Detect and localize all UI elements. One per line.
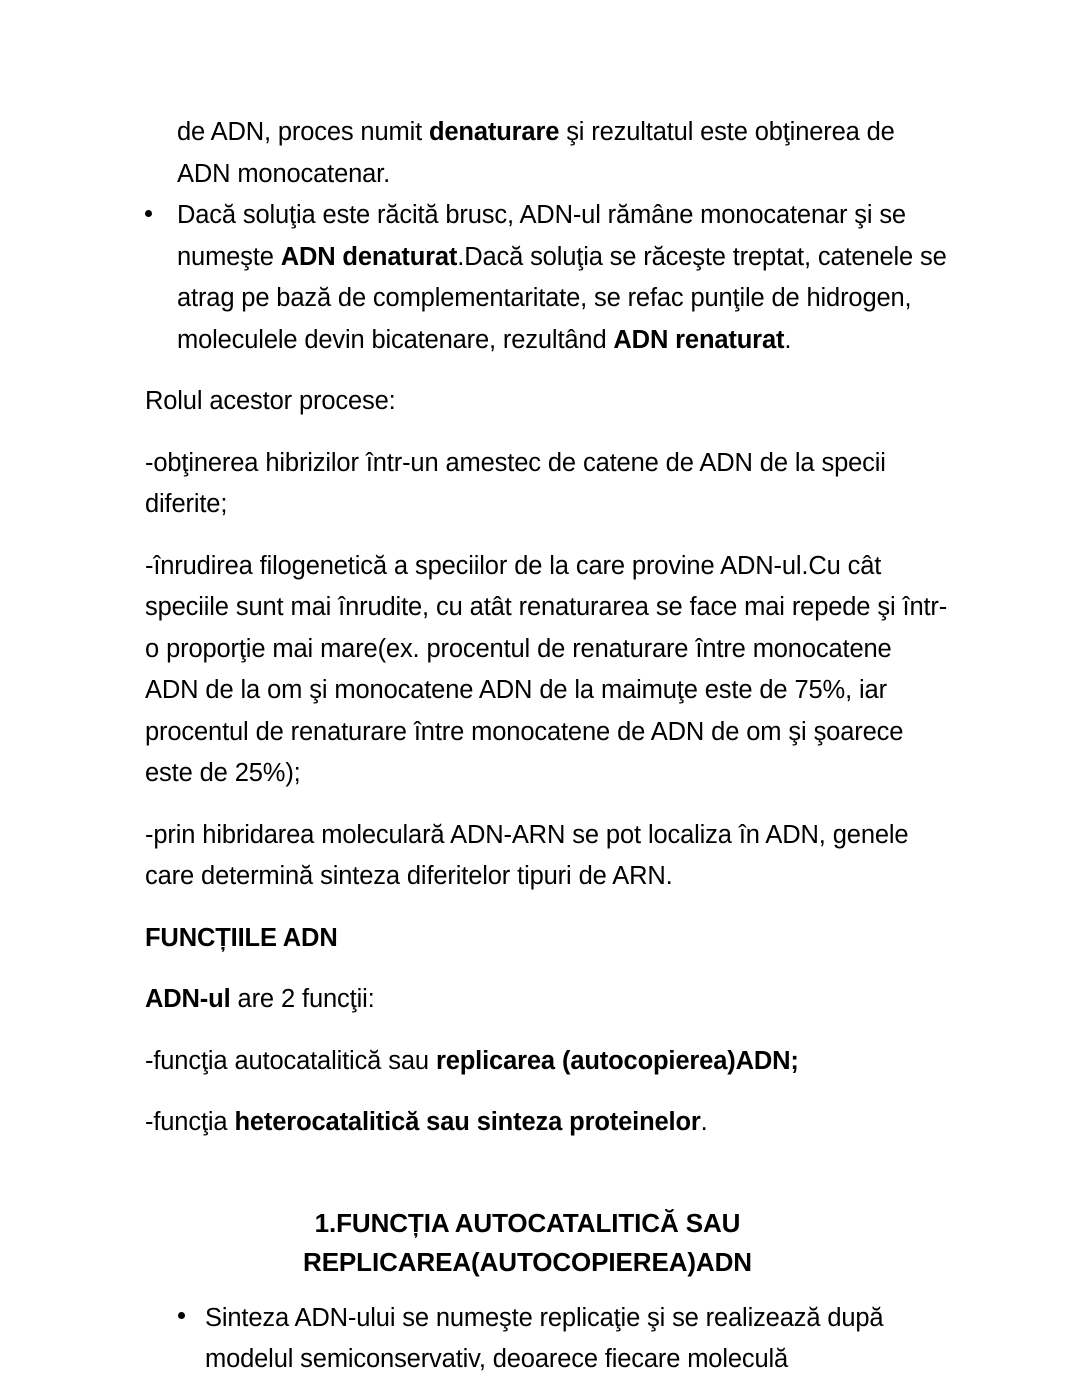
bullet-dot-icon [145,195,167,237]
text-run-bold: ADN-ul [145,985,231,1013]
paragraph-hibridarea-moleculara [145,815,950,898]
list-item [145,195,950,361]
page-content [145,112,950,1381]
text-run: -funcţia [145,1108,235,1136]
bullet-dot-icon [178,1298,200,1340]
text-run: -prin hibridarea moleculară ADN-ARN se pot localiza în ADN, genele care determină sinteza diferitelor tipuri de ARN. [145,820,909,890]
text-run: Dacă soluţia este răcită brusc, ADN-ul rămâne monocatenar şi se numeşte [177,201,906,271]
text-run: Sinteza ADN-ului se numeşte replicaţie şi se realizează după modelul semiconservativ, deoarece fiecare moleculă [205,1303,884,1373]
list-item [178,1298,950,1381]
paragraph-functia-heterocatalitica [145,1102,950,1144]
paragraph-obtinerea-hibrizilor [145,443,950,526]
page-title-line-1: 1.FUNCȚIA AUTOCATALITICĂ SAU [314,1207,741,1238]
page-title [145,1204,950,1282]
text-run: . [784,325,792,354]
text-run-bold: ADN denaturat [280,242,458,271]
text-run: are 2 funcţii: [230,985,375,1013]
section-heading-functiile-adn [145,918,950,960]
bullet-continuation-text [177,112,950,195]
text-run: -funcţia autocatalitică sau [145,1046,436,1075]
text-run-bold: FUNCȚIILE ADN [145,923,338,952]
text-run: Rolul acestor procese: [145,387,396,415]
list-item-text [205,1298,950,1381]
paragraph-functia-autocatalitica [145,1041,950,1083]
text-run: -obţinerea hibrizilor într-un amestec de catene de ADN de la specii diferite; [145,448,886,518]
text-run-bold: heterocatalitică sau sinteza proteinelor [234,1108,701,1136]
paragraph-inrudirea-filogenetica [145,546,950,795]
bullet-continuation-row [145,112,950,195]
page-title-line-2: REPLICAREA(AUTOCOPIEREA)ADN [303,1246,752,1277]
text-run: şi rezultatul este obţinerea de ADN monocatenar. [177,118,895,188]
text-run-bold: replicarea (autocopierea)ADN; [435,1046,799,1075]
paragraph-rolul-acestor-procese [145,381,950,423]
text-run: . [700,1108,708,1136]
list-item-text [177,195,950,361]
text-run: de ADN, proces numit [177,118,429,146]
text-run-bold: ADN renaturat [613,325,785,354]
text-run-bold: denaturare [428,118,560,146]
paragraph-adn-ul-are-2-functii [145,979,950,1021]
text-run: -înrudirea filogenetică a speciilor de la care provine ADN-ul.Cu cât speciile sunt mai înrudite, cu atât renaturarea se face mai repede şi într-o proporţie mai mare(ex. procentul de renaturare între monocatene ADN de la om şi monocatene ADN de la maimuţe este de 75%, iar procentul de renaturare între monocatene de ADN de om şi şoarece este de 25%); [145,551,948,787]
text-run: .Dacă soluţia se răceşte treptat, catenele se atrag pe bază de complementaritate, se refac punţile de hidrogen, moleculele devin bicatenare, rezultând [177,242,947,354]
